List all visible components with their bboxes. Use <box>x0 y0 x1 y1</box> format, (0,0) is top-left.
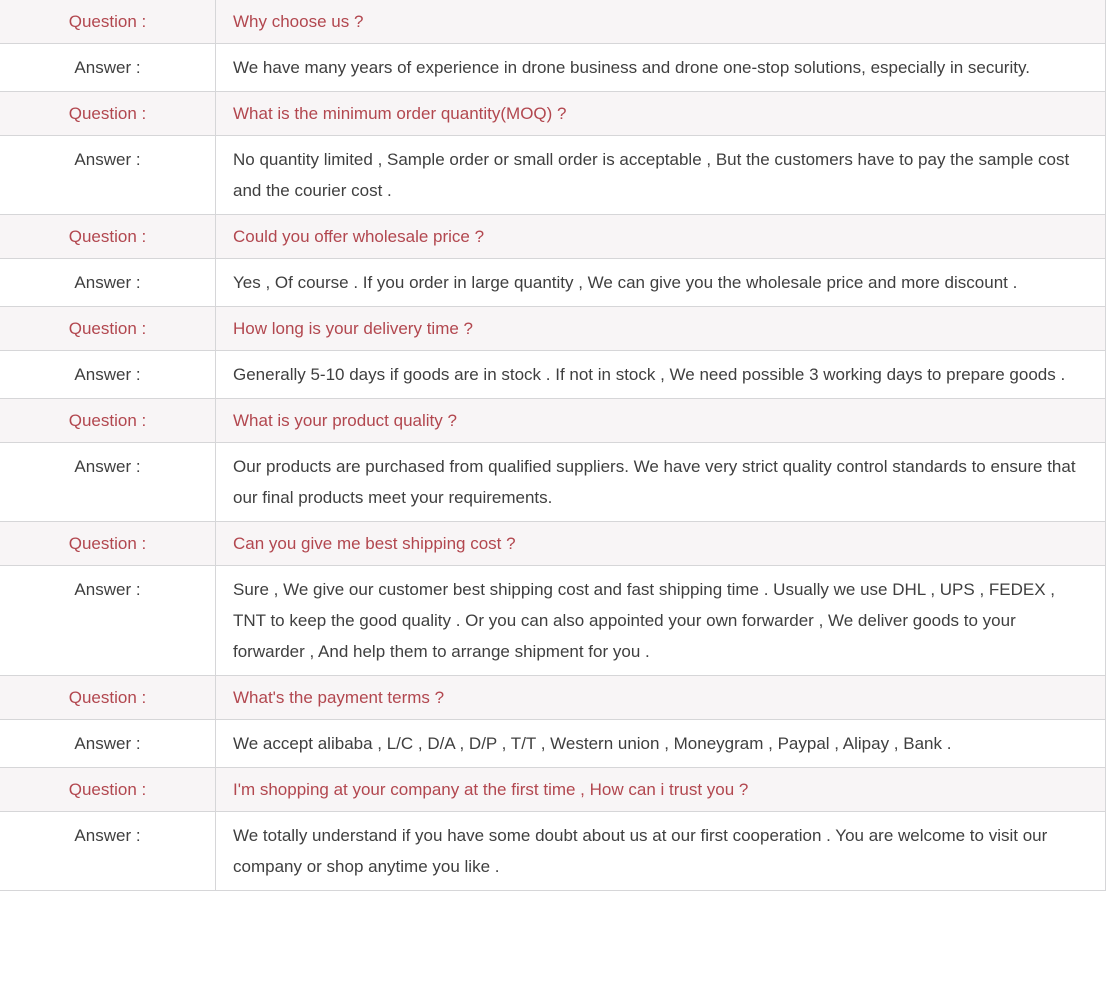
answer-text: We have many years of experience in drone business and drone one-stop solutions, especially in security. <box>233 58 1030 77</box>
question-text: I'm shopping at your company at the first time , How can i trust you ? <box>233 780 749 799</box>
faq-answer-row <box>0 443 1105 522</box>
answer-row-label: Answer : <box>0 443 216 521</box>
question-row-label: Question : <box>0 768 216 811</box>
question-text: Why choose us ? <box>233 12 364 31</box>
answer-row-label: Answer : <box>0 259 216 306</box>
question-row-label: Question : <box>0 399 216 442</box>
answer-text: We totally understand if you have some doubt about us at our first cooperation . You are welcome to visit our company or shop anytime you like . <box>233 826 1048 876</box>
question-text: What's the payment terms ? <box>233 688 445 707</box>
answer-row-label: Answer : <box>0 720 216 767</box>
question-row-label: Question : <box>0 522 216 565</box>
question-text: What is your product quality ? <box>233 411 457 430</box>
answer-text: We accept alibaba , L/C , D/A , D/P , T/T , Western union , Moneygram , Paypal , Alipay , Bank . <box>233 734 952 753</box>
faq-answer-row <box>0 136 1105 215</box>
answer-row-label: Answer : <box>0 351 216 398</box>
question-text: What is the minimum order quantity(MOQ) ? <box>233 104 567 123</box>
question-row-label: Question : <box>0 92 216 135</box>
question-text: How long is your delivery time ? <box>233 319 473 338</box>
faq-question-row <box>0 768 1105 812</box>
faq-question-row <box>0 0 1105 44</box>
answer-text: Generally 5-10 days if goods are in stock . If not in stock , We need possible 3 working days to prepare goods . <box>233 365 1066 384</box>
faq-question-row <box>0 399 1105 443</box>
faq-question-row <box>0 522 1105 566</box>
faq-answer-row <box>0 566 1105 676</box>
answer-row-label: Answer : <box>0 566 216 675</box>
faq-question-row <box>0 307 1105 351</box>
question-row-label: Question : <box>0 307 216 350</box>
question-row-label: Question : <box>0 215 216 258</box>
answer-text: Yes , Of course . If you order in large quantity , We can give you the wholesale price and more discount . <box>233 273 1018 292</box>
faq-answer-row <box>0 44 1105 92</box>
question-row-label: Question : <box>0 0 216 43</box>
faq-question-row <box>0 92 1105 136</box>
answer-text: Our products are purchased from qualified suppliers. We have very strict quality control standards to ensure that our final products meet your requirements. <box>233 457 1076 507</box>
faq-answer-row <box>0 351 1105 399</box>
faq-question-row <box>0 215 1105 259</box>
answer-text: No quantity limited , Sample order or small order is acceptable , But the customers have to pay the sample cost and the courier cost . <box>233 150 1070 200</box>
faq-question-row <box>0 676 1105 720</box>
answer-row-label: Answer : <box>0 136 216 214</box>
faq-answer-row <box>0 259 1105 307</box>
question-text: Can you give me best shipping cost ? <box>233 534 516 553</box>
question-row-label: Question : <box>0 676 216 719</box>
question-text: Could you offer wholesale price ? <box>233 227 485 246</box>
answer-text: Sure , We give our customer best shipping cost and fast shipping time . Usually we use DHL , UPS , FEDEX , TNT to keep the good quality . Or you can also appointed your own forwarder , We deliver goods to your forwarder , And help them to arrange shipment for you . <box>233 580 1056 661</box>
faq-answer-row <box>0 812 1105 891</box>
faq-answer-row <box>0 720 1105 768</box>
answer-row-label: Answer : <box>0 44 216 91</box>
answer-row-label: Answer : <box>0 812 216 890</box>
